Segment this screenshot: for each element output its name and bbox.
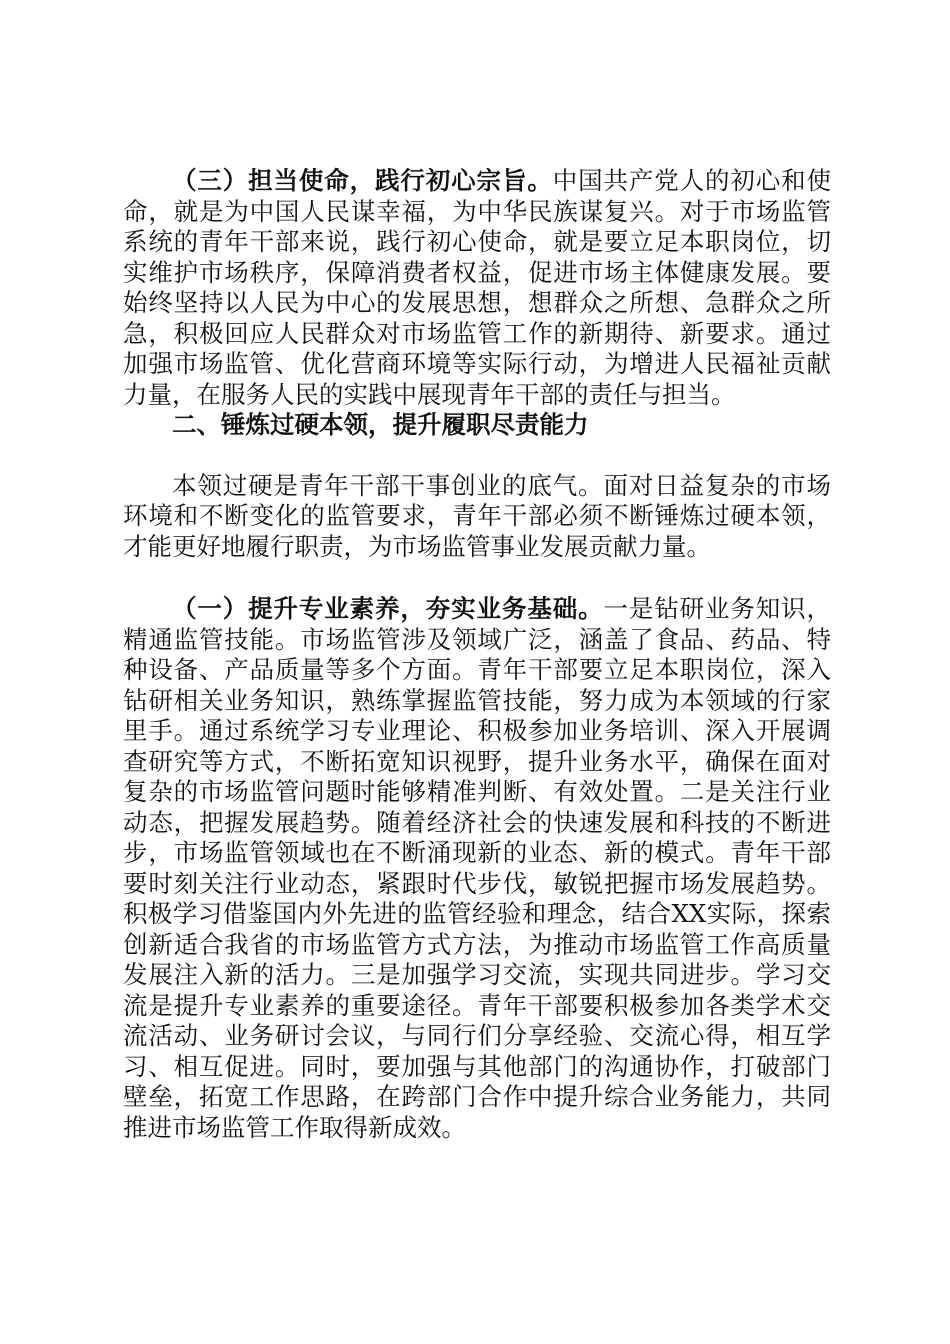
subsection-one-lead: （一）提升专业素养，夯实业务基础。 bbox=[172, 594, 604, 623]
paragraph-subsection-one bbox=[123, 594, 831, 1143]
section-three-lead: （三）担当使命，践行初心宗旨。 bbox=[172, 166, 553, 195]
document-page bbox=[123, 166, 831, 1143]
heading-part-two: 二、锤炼过硬本领，提升履职尽责能力 bbox=[172, 410, 589, 439]
paragraph-intro: 本领过硬是青年干部干事创业的底气。面对日益复杂的市场环境和不断变化的监管要求，青年干部必须不断锤炼过硬本领，才能更好地履行职责，为市场监管事业发展贡献力量。 bbox=[123, 470, 831, 561]
subsection-one-body: 一是钻研业务知识，精通监管技能。市场监管涉及领域广泛，涵盖了食品、药品、特种设备、产品质量等多个方面。青年干部要立足本职岗位，深入钻研相关业务知识，熟练掌握监管技能，努力成为本领域的行家里手。通过系统学习专业理论、积极参加业务培训、深入开展调查研究等方式，不断拓宽知识视野，提升业务水平，确保在面对复杂的市场监管问题时能够精准判断、有效处置。二是关注行业动态，把握发展趋势。随着经济社会的快速发展和科技的不断进步，市场监管领域也在不断涌现新的业态、新的模式。青年干部要时刻关注行业动态，紧跟时代步伐，敏锐把握市场发展趋势。积极学习借鉴国内外先进的监管经验和理念，结合XX实际，探索创新适合我省的市场监管方式方法，为推动市场监管工作高质量发展注入新的活力。三是加强学习交流，实现共同进步。学习交流是提升专业素养的重要途径。青年干部要积极参加各类学术交流活动、业务研讨会议，与同行们分享经验、交流心得，相互学习、相互促进。同时，要加强与其他部门的沟通协作，打破部门壁垒，拓宽工作思路，在跨部门合作中提升综合业务能力，共同推进市场监管工作取得新成效。 bbox=[123, 594, 832, 1142]
paragraph-section-three bbox=[123, 166, 831, 410]
section-three-body: 中国共产党人的初心和使命，就是为中国人民谋幸福，为中华民族谋复兴。对于市场监管系统的青年干部来说，践行初心使命，就是要立足本职岗位，切实维护市场秩序，保障消费者权益，促进市场主体健康发展。要始终坚持以人民为中心的发展思想，想群众之所想、急群众之所急，积极回应人民群众对市场监管工作的新期待、新要求。通过加强市场监管、优化营商环境等实际行动，为增进人民福祉贡献力量，在服务人民的实践中展现青年干部的责任与担当。 bbox=[123, 166, 832, 409]
